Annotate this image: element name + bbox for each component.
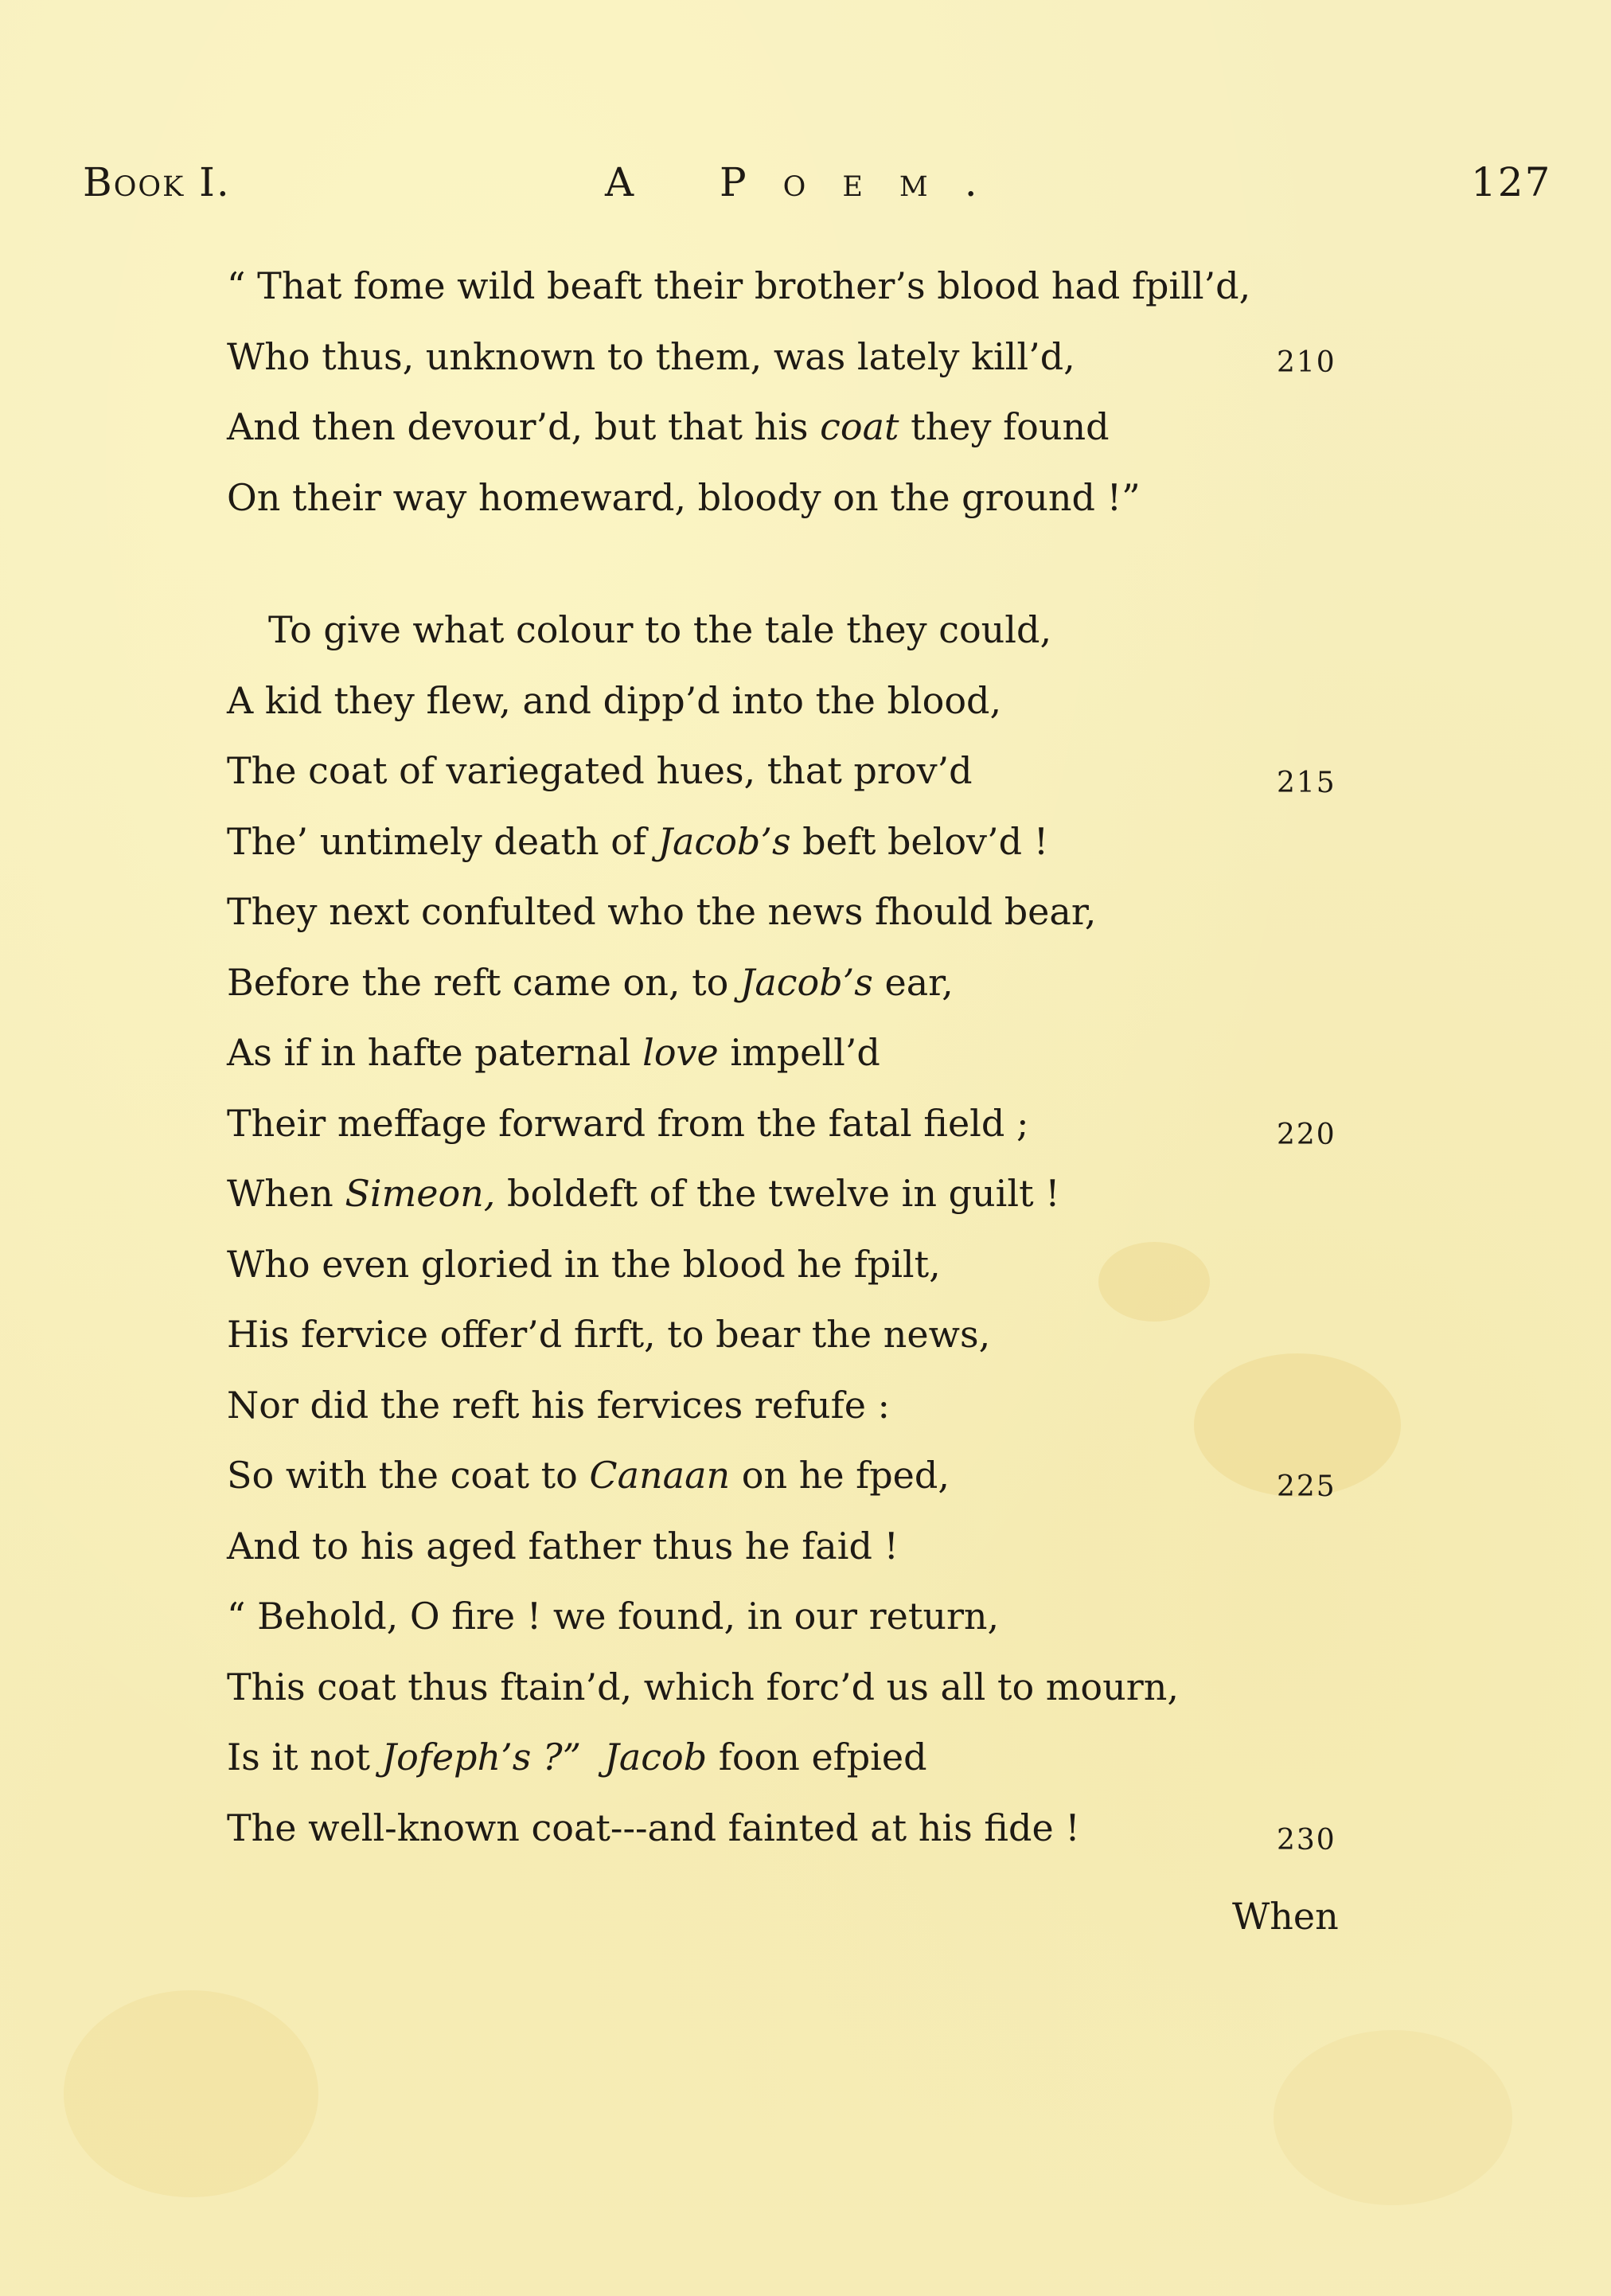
verse-text-span: Who even gloried in the blood he fpilt, <box>227 1242 941 1286</box>
paper-stain <box>1098 1242 1210 1322</box>
verse-text-span: The’ untimely death of <box>227 819 658 863</box>
italic-word: Simeon, <box>345 1172 496 1215</box>
running-head-book: Book I. <box>83 159 231 205</box>
verse-line <box>227 1736 927 1779</box>
line-number: 230 <box>1277 1824 1336 1857</box>
verse-line <box>227 1595 1000 1638</box>
verse-text-span <box>581 1736 604 1779</box>
verse-line <box>227 1665 1179 1708</box>
verse-line <box>227 960 954 1004</box>
verse-line <box>268 608 1052 651</box>
line-number: 215 <box>1277 767 1336 799</box>
verse-text-span: Before the reft came on, to <box>227 960 740 1004</box>
verse-line <box>227 1806 1080 1849</box>
verse-text-span: impell’d <box>718 1031 880 1074</box>
verse-text-span: foon efpied <box>707 1736 927 1779</box>
verse-line <box>227 264 1251 307</box>
verse-text-span: Their meffage forward from the fatal field ; <box>227 1101 1029 1145</box>
verse-text-span: To give what colour to the tale they could, <box>268 608 1052 651</box>
line-number: 220 <box>1277 1119 1336 1151</box>
verse-text-span: ear, <box>872 960 954 1004</box>
line-number: 210 <box>1277 346 1336 379</box>
verse-text-span: As if in hafte paternal <box>227 1031 643 1074</box>
verse-text-span: And then devour’d, but that his <box>227 405 821 448</box>
paper-stain <box>64 1990 318 2197</box>
running-head-title: A Poem. <box>605 159 1014 205</box>
verse-text-span: His fervice offer’d firft, to bear the news, <box>227 1313 991 1356</box>
verse-text-span: “ Behold, O fire ! we found, in our return, <box>227 1595 1000 1638</box>
verse-text-span: On their way homeward, bloody on the ground !” <box>227 475 1141 519</box>
verse-line <box>227 1313 991 1356</box>
line-number: 225 <box>1277 1470 1336 1503</box>
verse-text-span: Who thus, unknown to them, was lately kill’d, <box>227 334 1075 378</box>
italic-word: Jacob’s <box>657 819 791 863</box>
verse-text-span: on he fped, <box>730 1454 950 1497</box>
verse-text-span: they found <box>899 405 1110 448</box>
verse-text-span: A kid they flew, and dipp’d into the blood, <box>227 678 1002 722</box>
verse-line <box>227 1101 1029 1145</box>
verse-line <box>227 678 1002 722</box>
italic-word: Jofeph’s ?” <box>381 1736 582 1779</box>
verse-line <box>227 749 973 792</box>
verse-text-span: This coat thus ftain’d, which forc’d us all to mourn, <box>227 1665 1179 1708</box>
verse-line <box>227 1172 1060 1215</box>
verse-line <box>227 1524 899 1568</box>
italic-word: love <box>642 1031 719 1074</box>
verse-text-span: beft belov’d ! <box>790 819 1049 863</box>
verse-line <box>227 1242 941 1286</box>
verse-text-span: Is it not <box>227 1736 382 1779</box>
verse-line <box>227 1454 950 1497</box>
verse-line <box>227 405 1110 448</box>
verse-text-span: boldeft of the twelve in guilt ! <box>495 1172 1060 1215</box>
verse-text-span: When <box>227 1172 345 1215</box>
verse-text-span: So with the coat to <box>227 1454 590 1497</box>
verse-line <box>227 1383 891 1427</box>
italic-word: Jacob’s <box>739 960 873 1004</box>
verse-text-span: They next confulted who the news fhould bear, <box>227 890 1097 933</box>
italic-word: Jacob <box>604 1736 708 1779</box>
italic-word: Canaan <box>589 1454 731 1497</box>
verse-line <box>227 819 1049 863</box>
verse-text-span: The well-known coat---and fainted at his fide ! <box>227 1806 1080 1849</box>
page-number: 127 <box>1471 159 1552 205</box>
verse-text-span: “ That fome wild beaft their brother’s blood had fpill’d, <box>227 264 1251 307</box>
verse-line <box>227 890 1097 933</box>
paper-stain <box>1274 2030 1512 2205</box>
catchword: When <box>1232 1895 1339 1938</box>
verse-line <box>227 475 1141 519</box>
verse-line <box>227 334 1075 378</box>
verse-text-span: The coat of variegated hues, that prov’d <box>227 749 973 792</box>
verse-text-span: Nor did the reft his fervices refufe : <box>227 1383 891 1427</box>
verse-line <box>227 1031 880 1074</box>
verse-text-span: And to his aged father thus he faid ! <box>227 1524 899 1568</box>
italic-word: coat <box>820 405 899 448</box>
